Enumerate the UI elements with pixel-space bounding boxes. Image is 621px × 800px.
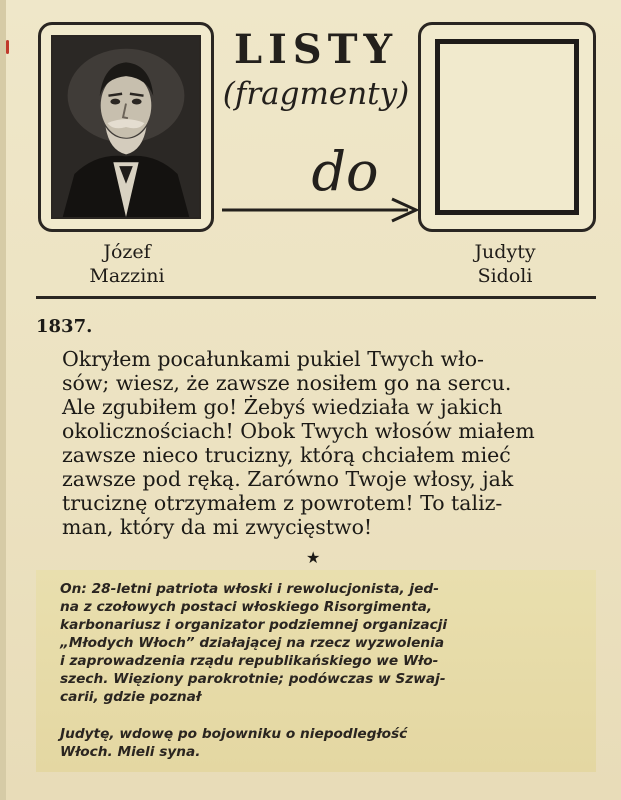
note-line: szech. Więziony parokrotnie; podówczas w Szwaj- xyxy=(60,671,446,687)
note-line: na z czołowych postaci włoskiego Risorgimenta, xyxy=(60,599,433,615)
header-subtitle: (fragmenty) xyxy=(222,76,410,112)
portrait-icon xyxy=(53,37,199,217)
recipient-first-name: Judyty xyxy=(474,241,536,263)
sender-last-name: Mazzini xyxy=(89,265,165,287)
header-connector: do xyxy=(311,140,379,203)
note-line: i zaprowadzenia rządu republikańskiego we Wło- xyxy=(60,653,439,669)
page-edge xyxy=(0,0,6,800)
red-mark xyxy=(6,40,9,54)
note-line: carii, gdzie poznał xyxy=(60,689,202,705)
biography-paragraph-2 xyxy=(60,725,594,761)
portrait-engraving-icon xyxy=(51,35,201,219)
sender-name xyxy=(52,240,202,288)
letter-line: truciznę otrzymałem z powrotem! To taliz- xyxy=(62,491,503,515)
biography-paragraph-1 xyxy=(60,580,594,706)
sender-first-name: Józef xyxy=(103,241,151,263)
note-line: karbonariusz i organizator podziemnej organizacji xyxy=(60,617,448,633)
letter-line: Ale zgubiłem go! Żebyś wiedziała w jakich xyxy=(62,395,503,419)
recipient-last-name: Sidoli xyxy=(477,265,533,287)
header-title: LISTY xyxy=(233,26,399,73)
letter-line: okolicznościach! Obok Twych włosów miałem xyxy=(62,419,535,443)
divider-line xyxy=(36,296,596,299)
note-line: Judytę, wdowę po bojowniku o niepodległość xyxy=(60,726,408,742)
letter-line: man, który da mi zwycięstwo! xyxy=(62,515,373,539)
letter-text xyxy=(62,347,582,539)
arrow-right-icon xyxy=(220,195,420,225)
note-line: On: 28-letni patriota włoski i rewolucjonista, jed- xyxy=(60,581,439,597)
letter-line: zawsze nieco trucizny, którą chciałem mieć xyxy=(62,443,511,467)
portrait-frame-right xyxy=(418,22,596,232)
note-line: Włoch. Mieli syna. xyxy=(60,744,201,760)
letter-year: 1837. xyxy=(36,316,93,337)
portrait-frame-left xyxy=(38,22,214,232)
empty-frame-icon xyxy=(435,39,579,215)
star-separator-icon: ★ xyxy=(306,548,321,567)
note-line: „Młodych Włoch” działającej na rzecz wyzwolenia xyxy=(60,635,445,651)
letter-line: sów; wiesz, że zawsze nosiłem go na sercu. xyxy=(62,371,512,395)
letter-line: zawsze pod ręką. Zarówno Twoje włosy, jak xyxy=(62,467,514,491)
letter-line: Okryłem pocałunkami pukiel Twych wło- xyxy=(62,347,484,371)
recipient-name xyxy=(430,240,580,288)
